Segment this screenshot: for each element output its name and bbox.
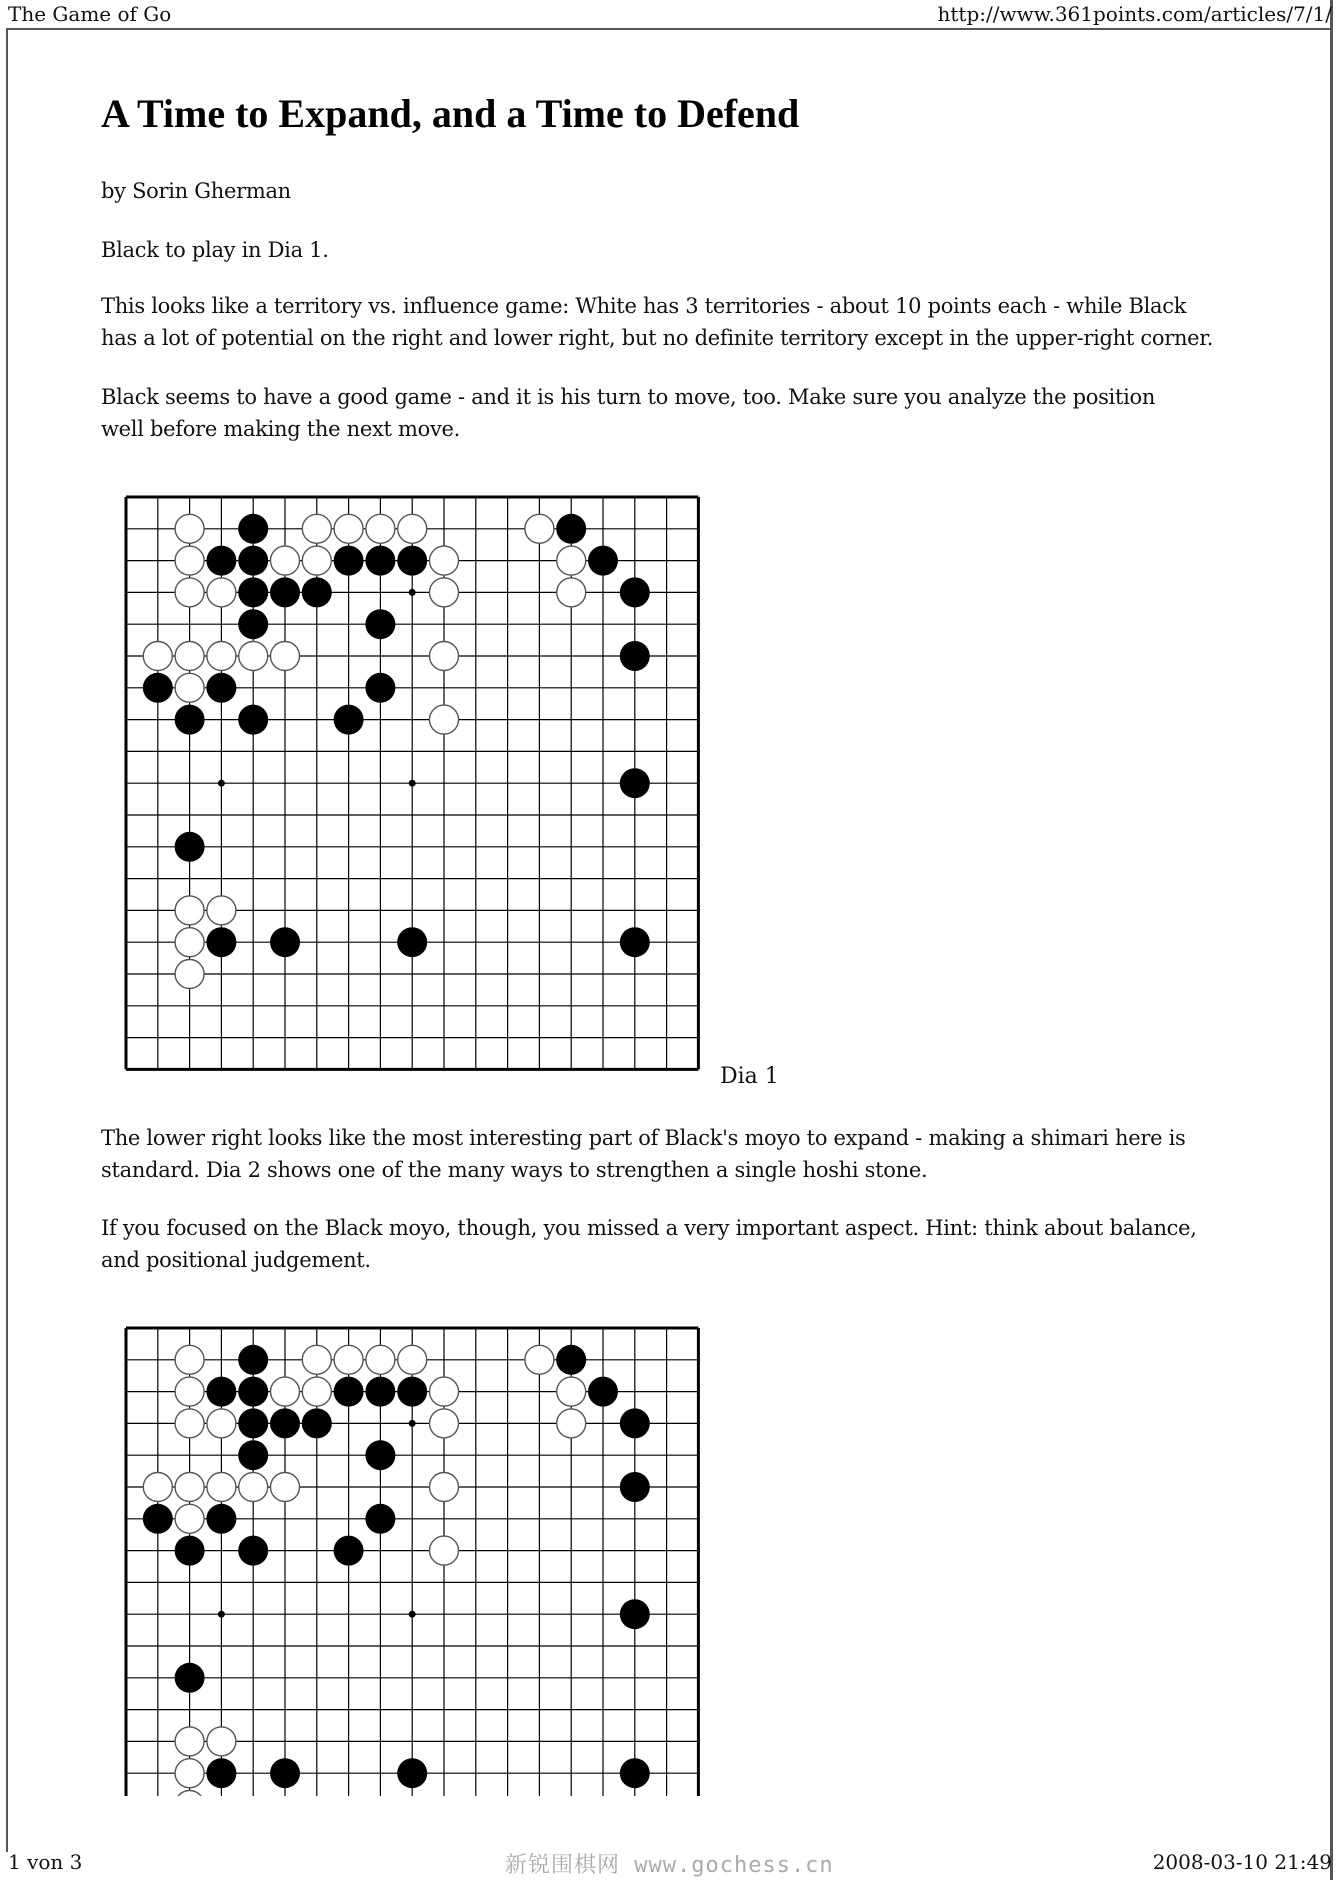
paragraph-2-line-1: This looks like a territory vs. influence game: White has 3 territories - about 10 points each - while Black [101, 294, 1187, 318]
black-stone [588, 1377, 618, 1407]
black-stone [365, 1504, 395, 1534]
paragraph-1: Black to play in Dia 1. [101, 238, 329, 262]
black-stone [206, 927, 236, 957]
paragraph-5-line-2: and positional judgement. [101, 1248, 371, 1272]
white-stone [175, 673, 204, 702]
black-stone [365, 1440, 395, 1470]
black-stone [175, 1663, 205, 1693]
white-stone [525, 1345, 554, 1374]
paragraph-3-line-2: well before making the next move. [101, 417, 461, 441]
hoshi-point [409, 780, 416, 787]
white-stone [175, 928, 204, 957]
print-header-url[interactable]: http://www.361points.com/articles/7/1/ [937, 2, 1332, 26]
white-stone [366, 1345, 395, 1374]
black-stone [365, 609, 395, 639]
black-stone [238, 1408, 268, 1438]
white-stone [334, 514, 363, 543]
paragraph-2-line-2: has a lot of potential on the right and lower right, but no definite territory except in the upper-right corner. [101, 326, 1214, 350]
white-stone [175, 1504, 204, 1533]
black-stone [620, 927, 650, 957]
black-stone [175, 832, 205, 862]
black-stone [238, 577, 268, 607]
black-stone [238, 546, 268, 576]
print-footer-page: 1 von 3 [8, 1850, 83, 1874]
white-stone [430, 1536, 459, 1565]
watermark: 新锐围棋网 www.gochess.cn [505, 1853, 834, 1878]
hoshi-point [409, 1611, 416, 1618]
go-board-dia-2-svg [114, 1316, 714, 1796]
black-stone [397, 1377, 427, 1407]
black-stone [238, 514, 268, 544]
black-stone [397, 1758, 427, 1788]
paragraph-3-line-1: Black seems to have a good game - and it is his turn to move, too. Make sure you analyze the position [101, 385, 1156, 409]
white-stone [175, 1345, 204, 1374]
black-stone [556, 1345, 586, 1375]
white-stone [430, 705, 459, 734]
black-stone [175, 705, 205, 735]
print-footer-datetime: 2008-03-10 21:49 [1152, 1850, 1332, 1874]
print-header-title: The Game of Go [8, 2, 172, 26]
white-stone [239, 642, 268, 671]
hoshi-point [218, 780, 225, 787]
black-stone [206, 546, 236, 576]
go-board-dia-1 [114, 485, 714, 1085]
white-stone [271, 546, 300, 575]
black-stone [238, 1345, 268, 1375]
black-stone [302, 577, 332, 607]
black-stone [397, 927, 427, 957]
black-stone [334, 1377, 364, 1407]
hoshi-point [409, 1420, 416, 1427]
paragraph-4-line-2: standard. Dia 2 shows one of the many ways to strengthen a single hoshi stone. [101, 1158, 928, 1182]
white-stone [175, 960, 204, 989]
white-stone [207, 1409, 236, 1438]
black-stone [270, 1758, 300, 1788]
white-stone [175, 546, 204, 575]
black-stone [270, 577, 300, 607]
black-stone [334, 705, 364, 735]
black-stone [206, 1758, 236, 1788]
white-stone [175, 1727, 204, 1756]
black-stone [334, 546, 364, 576]
paragraph-5-line-1: If you focused on the Black moyo, though, you missed a very important aspect. Hint: think about balance, [101, 1216, 1197, 1240]
white-stone [143, 1473, 172, 1502]
white-stone [175, 1377, 204, 1406]
white-stone [175, 514, 204, 543]
white-stone [207, 578, 236, 607]
black-stone [334, 1536, 364, 1566]
white-stone [207, 1727, 236, 1756]
paragraph-4-line-1: The lower right looks like the most interesting part of Black's moyo to expand - making a shimari here is [101, 1126, 1186, 1150]
white-stone [302, 514, 331, 543]
black-stone [206, 1504, 236, 1534]
white-stone [175, 1473, 204, 1502]
page-frame-right-edge [1330, 0, 1333, 1880]
white-stone [557, 546, 586, 575]
white-stone [430, 1377, 459, 1406]
white-stone [557, 578, 586, 607]
black-stone [238, 1536, 268, 1566]
white-stone [398, 514, 427, 543]
black-stone [556, 514, 586, 544]
white-stone [430, 1409, 459, 1438]
white-stone [525, 514, 554, 543]
article-title: A Time to Expand, and a Time to Defend [101, 91, 800, 136]
white-stone [557, 1377, 586, 1406]
white-stone [430, 1473, 459, 1502]
white-stone [143, 642, 172, 671]
white-stone [334, 1345, 363, 1374]
white-stone [366, 514, 395, 543]
dia-1-caption: Dia 1 [720, 1064, 779, 1089]
black-stone [206, 673, 236, 703]
black-stone [238, 705, 268, 735]
black-stone [620, 1758, 650, 1788]
black-stone [302, 1408, 332, 1438]
white-stone [175, 642, 204, 671]
black-stone [620, 1599, 650, 1629]
white-stone [175, 1791, 204, 1797]
white-stone [207, 896, 236, 925]
black-stone [143, 673, 173, 703]
black-stone [238, 1377, 268, 1407]
black-stone [620, 768, 650, 798]
white-stone [271, 1377, 300, 1406]
black-stone [588, 546, 618, 576]
black-stone [365, 546, 395, 576]
black-stone [206, 1377, 236, 1407]
white-stone [302, 546, 331, 575]
white-stone [302, 1377, 331, 1406]
white-stone [271, 642, 300, 671]
go-board-dia-2 [114, 1316, 714, 1796]
white-stone [175, 1409, 204, 1438]
black-stone [238, 1440, 268, 1470]
white-stone [207, 642, 236, 671]
black-stone [397, 546, 427, 576]
white-stone [239, 1473, 268, 1502]
white-stone [271, 1473, 300, 1502]
black-stone [620, 641, 650, 671]
black-stone [365, 673, 395, 703]
hoshi-point [218, 1611, 225, 1618]
article-author: by Sorin Gherman [101, 179, 291, 203]
white-stone [430, 546, 459, 575]
black-stone [143, 1504, 173, 1534]
black-stone [620, 1472, 650, 1502]
black-stone [238, 609, 268, 639]
black-stone [620, 577, 650, 607]
white-stone [175, 578, 204, 607]
black-stone [175, 1536, 205, 1566]
go-board-dia-1-svg [114, 485, 714, 1085]
white-stone [430, 642, 459, 671]
white-stone [557, 1409, 586, 1438]
black-stone [365, 1377, 395, 1407]
white-stone [175, 1759, 204, 1788]
black-stone [270, 927, 300, 957]
black-stone [270, 1408, 300, 1438]
white-stone [207, 1473, 236, 1502]
white-stone [398, 1345, 427, 1374]
white-stone [175, 896, 204, 925]
white-stone [430, 578, 459, 607]
black-stone [620, 1408, 650, 1438]
hoshi-point [409, 589, 416, 596]
white-stone [302, 1345, 331, 1374]
